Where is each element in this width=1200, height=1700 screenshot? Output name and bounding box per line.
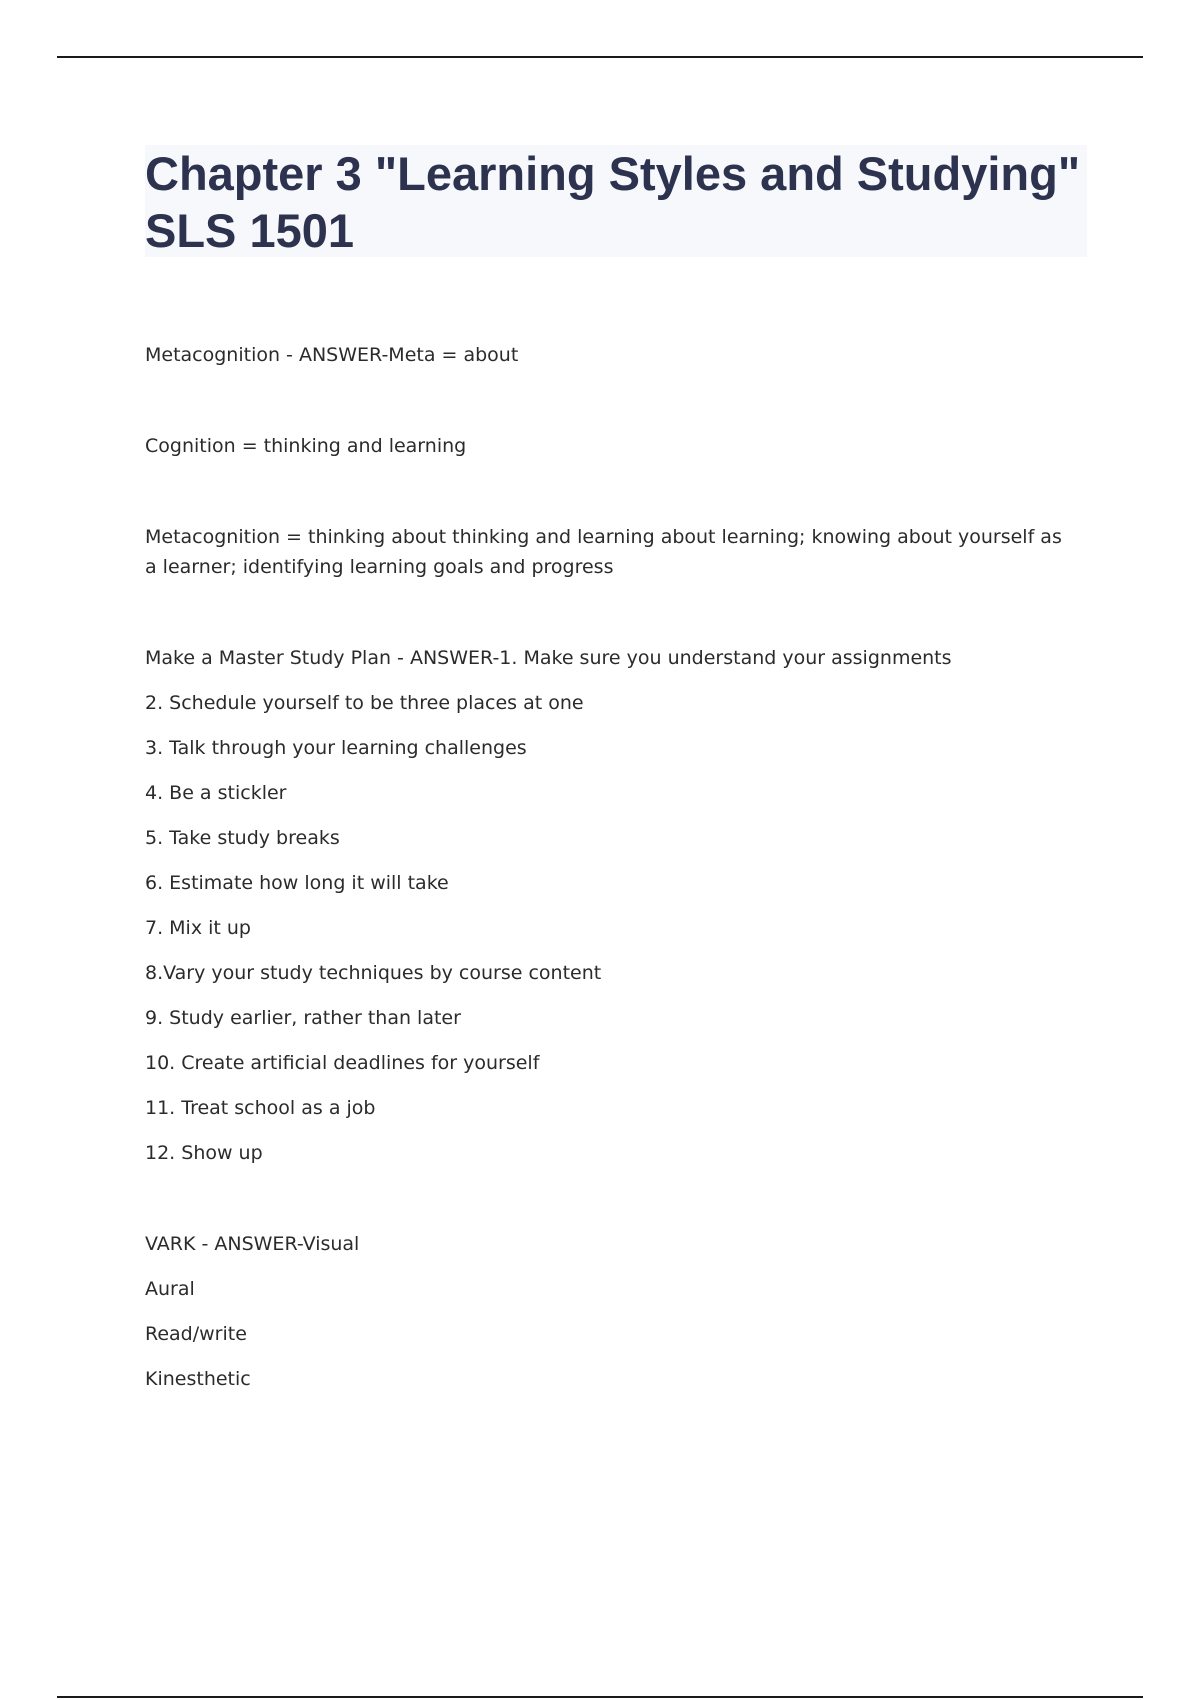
list-item: 4. Be a stickler [145,782,287,804]
top-rule [57,56,1143,58]
qa-line: VARK - ANSWER-Visual [145,1233,360,1255]
bottom-rule [57,1696,1143,1698]
list-item: 2. Schedule yourself to be three places at one [145,692,584,714]
list-item: 10. Create artificial deadlines for yourself [145,1052,540,1074]
list-item: 3. Talk through your learning challenges [145,737,527,759]
list-item: 8.Vary your study techniques by course content [145,962,602,984]
qa-line: Make a Master Study Plan - ANSWER-1. Make sure you understand your assignments [145,647,952,669]
title-block [145,145,1087,257]
list-item: 6. Estimate how long it will take [145,872,449,894]
list-item: Kinesthetic [145,1368,251,1390]
list-item: Aural [145,1278,195,1300]
document-title: Chapter 3 "Learning Styles and Studying" SLS 1501 [145,147,1081,257]
list-item: 9. Study earlier, rather than later [145,1007,461,1029]
document-body [145,340,1068,1394]
qa-line: Metacognition = thinking about thinking and learning about learning; knowing about yourself as a learner; identifying learning goals and progress [145,526,1068,578]
qa-line: Cognition = thinking and learning [145,435,467,457]
list-item: Read/write [145,1323,247,1345]
list-item: 11. Treat school as a job [145,1097,376,1119]
list-item: 12. Show up [145,1142,263,1164]
list-item: 7. Mix it up [145,917,251,939]
list-item: 5. Take study breaks [145,827,340,849]
qa-line: Metacognition - ANSWER-Meta = about [145,344,519,366]
